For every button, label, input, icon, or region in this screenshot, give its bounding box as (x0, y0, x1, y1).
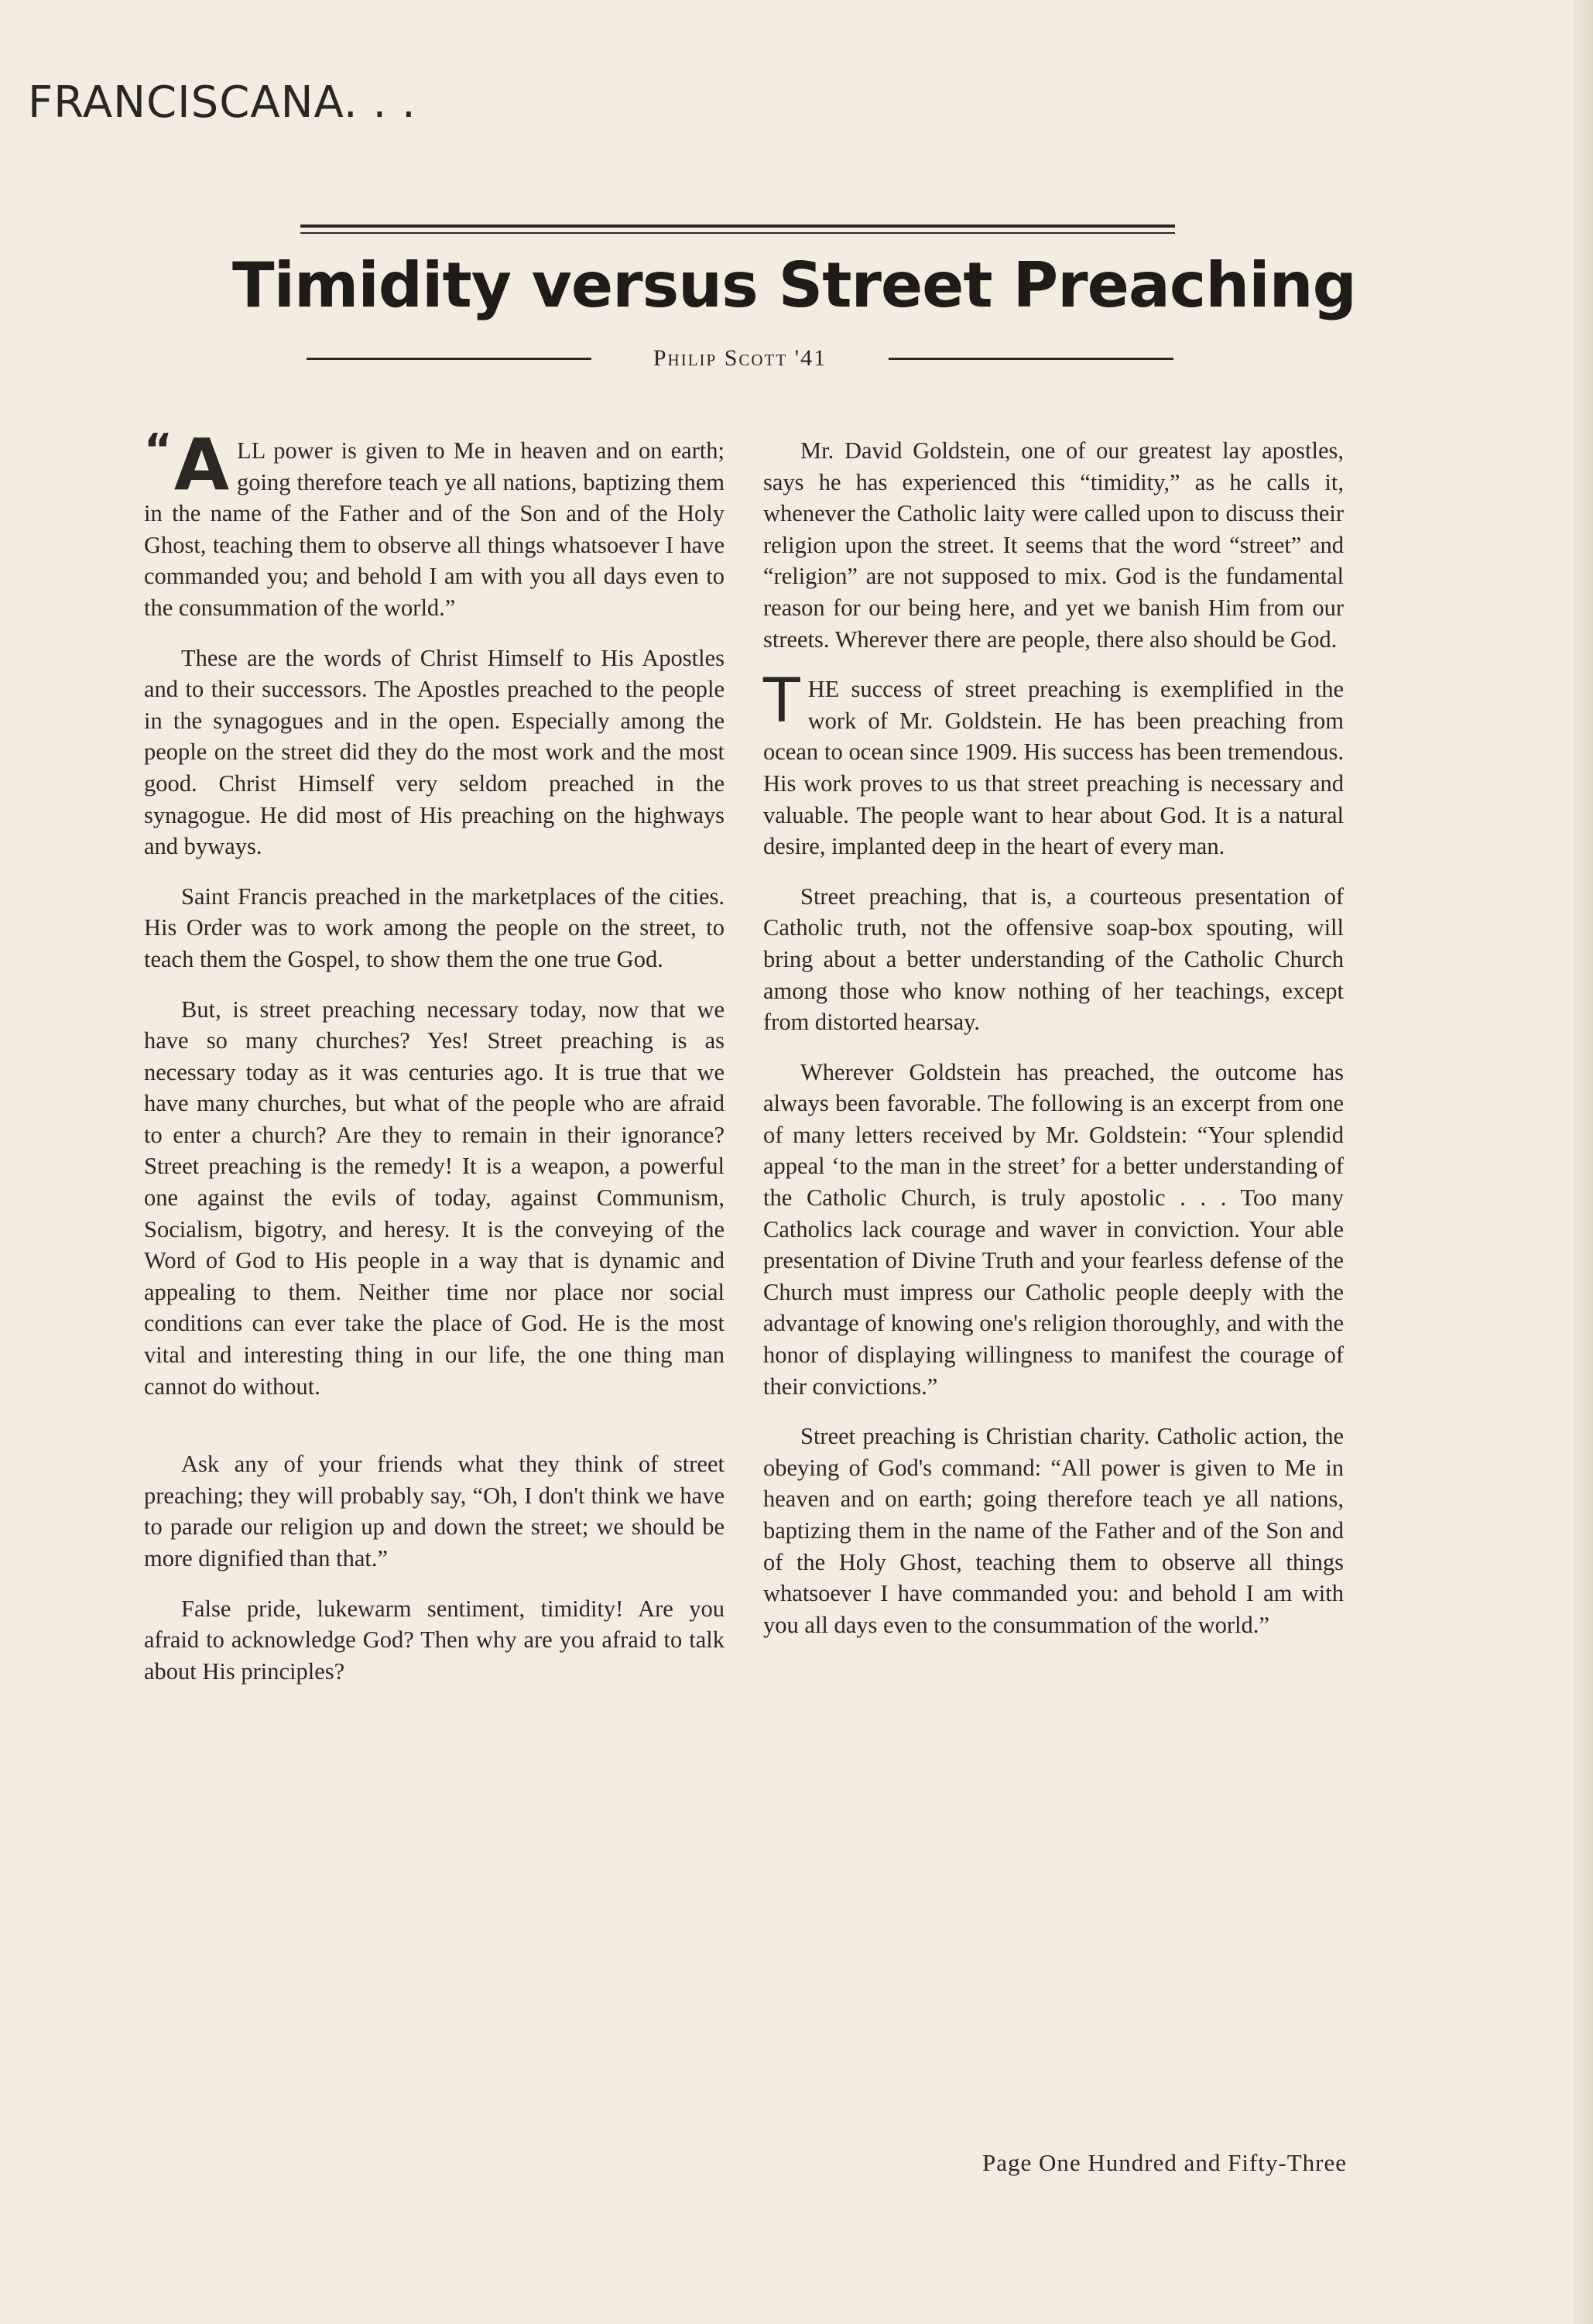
opening-quote-mark: “ (144, 425, 173, 475)
drop-cap: A (173, 423, 230, 506)
paragraph (763, 667, 1344, 862)
article-title: Timidity versus Street Preaching (232, 249, 1356, 321)
paragraph: Ask any of your friends what they think of street preaching; they will probably say, “Oh, I don't think we have to parade our religion up and down the street; we should be more dignified than that.” (144, 1451, 725, 1572)
paragraph-text: HE success of street preaching is exemplified in the work of Mr. Goldstein. He has been preaching from ocean to ocean since 1909. His success has been tremendous. His work proves to us that street preaching is necessary and valuable. The people want to hear about God. It is a natural desire, implanted deep in the heart of every man. (763, 676, 1344, 860)
paragraph: Street preaching is Christian charity. Catholic action, the obeying of God's command: “All power is given to Me in heaven and on earth; going therefore teach ye all nations, baptizing them in the name of the Father and of the Son and of the Holy Ghost, teaching them to observe all things whatsoever I have commanded you: and behold I am with you all days even to the consummation of the world.” (763, 1423, 1344, 1638)
byline-rule-right (889, 358, 1173, 360)
page-edge (1573, 0, 1593, 2324)
paragraph: False pride, lukewarm sentiment, timidity! Are you afraid to acknowledge God? Then why are you afraid to talk about His principles? (144, 1595, 725, 1685)
paragraph: Mr. David Goldstein, one of our greatest lay apostles, says he has experienced this “timidity,” as he calls it, whenever the Catholic laity were called upon to discuss their religion upon the street. It seems that the word “street” and “religion” are not supposed to mix. God is the fundamental reason for our being here, and yet we banish Him from our streets. Wherever there are people, there also should be God. (763, 437, 1344, 653)
drop-cap: T (763, 667, 800, 737)
paragraph: Street preaching, that is, a courteous presentation of Catholic truth, not the offensive soap-box spouting, will bring about a better understanding of the Catholic Church among those who know nothing of her teachings, except from distorted hearsay. (763, 883, 1344, 1036)
byline-rule-left (307, 358, 591, 360)
right-column (763, 435, 1344, 1659)
paragraph: Wherever Goldstein has preached, the outcome has always been favorable. The following is an excerpt from one of many letters received by Mr. Goldstein: “Your splendid appeal ‘to the man in the street’ for a better understanding of the Catholic Church, is truly apostolic . . . Too many Catholics lack courage and waver in conviction. Your able presentation of Divine Truth and your fearless defense of the Church must impress our Catholic people deeply with the advantage of knowing one's religion thoroughly, and with the honor of displaying willingness to manifest the courage of their convictions.” (763, 1058, 1344, 1400)
title-rule-top (300, 225, 1175, 228)
title-rule-top-thin (300, 232, 1175, 234)
paragraph: These are the words of Christ Himself to His Apostles and to their successors. The Apostles preached to the people in the synagogues and in the open. Especially among the people on the street did they do the most work and the most good. Christ Himself very seldom preached in the synagogue. He did most of His preaching on the highways and byways. (144, 644, 725, 860)
byline-row (307, 345, 1173, 384)
page-number: Page One Hundred and Fifty-Three (981, 2149, 1347, 2176)
paragraph (144, 423, 725, 624)
paragraph: Saint Francis preached in the marketplaces of the cities. His Order was to work among the people on the street, to teach them the Gospel, to show them the one true God. (144, 883, 725, 972)
left-column (144, 423, 725, 1705)
running-head: FRANCISCANA. . . (28, 77, 416, 128)
paragraph: But, is street preaching necessary today, now that we have so many churches? Yes! Street preaching is as necessary today as it was centuries ago. It is true that we have many churches, but what of the people who are afraid to enter a church? Are they to remain in their ignorance? Street preaching is the remedy! It is a weapon, a powerful one against the evils of today, against Communism, Socialism, bigotry, and heresy. It is the conveying of the Word of God to His people in a way that is dynamic and appealing to them. Neither time nor place nor social conditions can ever take the place of God. He is the most vital and interesting thing in our life, the one thing man cannot do without. (144, 996, 725, 1400)
paragraph-text: LL power is given to Me in heaven and on earth; going therefore teach ye all nations, baptizing them in the name of the Father and of the Son and of the Holy Ghost, teaching them to observe all things whatsoever I have commanded you; and behold I am with you all days even to the consummation of the world.” (144, 437, 725, 621)
byline: Philip Scott '41 (653, 345, 827, 371)
